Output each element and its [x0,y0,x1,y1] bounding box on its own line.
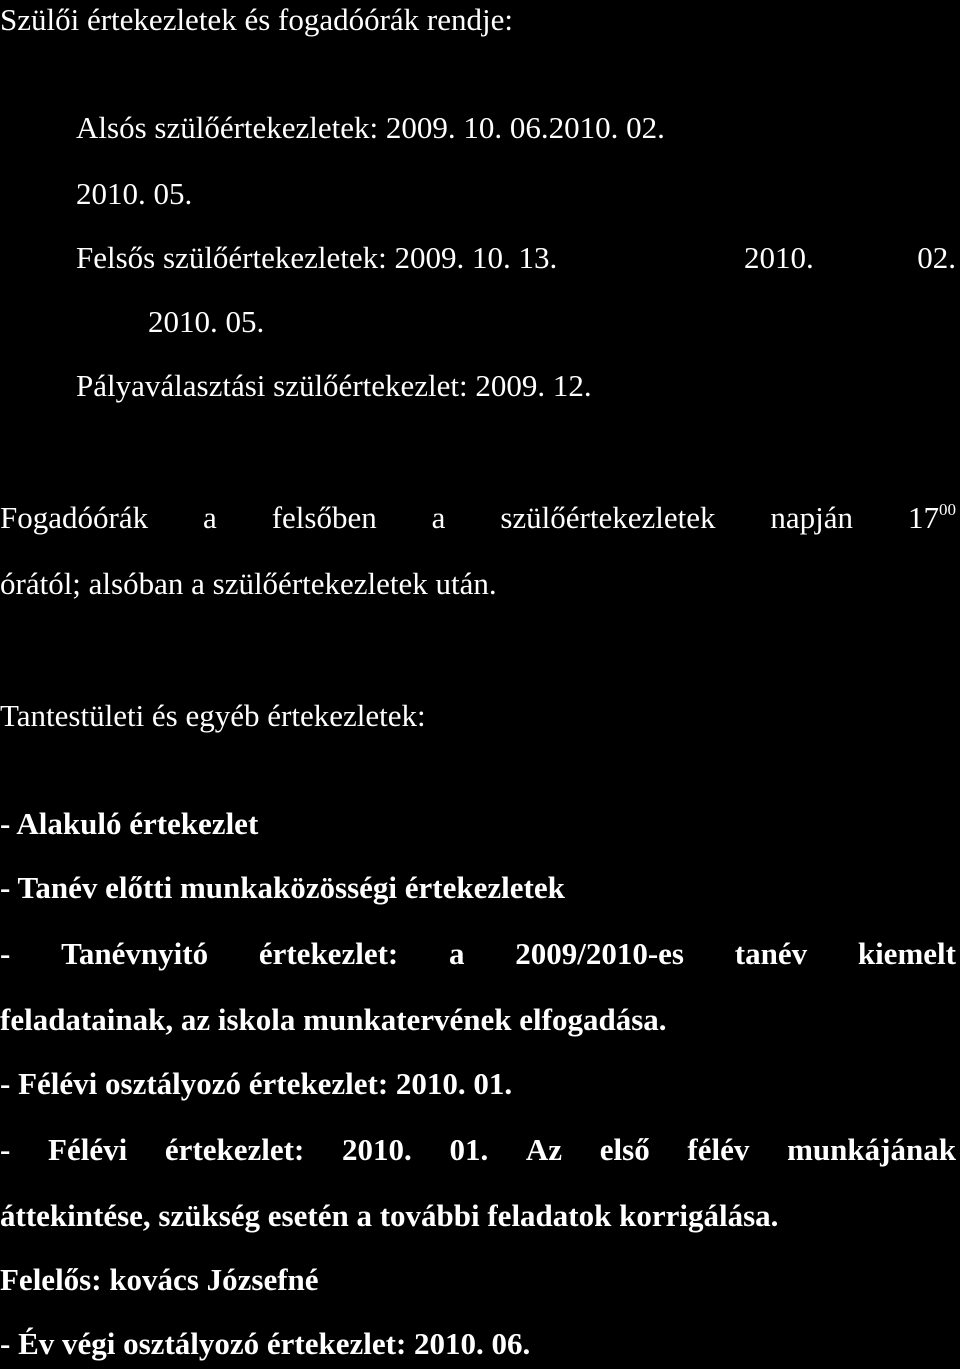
lower-meetings-label: Alsós szülőértekezletek: 2009. 10. 06. [76,110,549,145]
upper-meetings-date2-year: 2010. [744,240,814,275]
staff-item-5-word: értekezlet: [164,1132,305,1167]
staff-item-5-word: félév [687,1132,750,1167]
staff-item-5-line1 [0,1132,956,1168]
staff-item-3-line2: feladatainak, az iskola munkatervének elfogadása. [0,1002,667,1037]
office-hours-line2: órától; alsóban a szülőértekezletek után. [0,566,497,601]
staff-item-5-word: Félévi [48,1132,128,1167]
upper-meetings-line [0,240,960,276]
upper-meetings-label: Felsős szülőértekezletek: 2009. 10. 13. [76,240,558,275]
office-hours-word: Fogadóórák [0,500,149,535]
staff-item-5-word: - [0,1132,11,1167]
lower-meetings-line [76,110,665,146]
staff-item-4: - Félévi osztályozó értekezlet: 2010. 01. [0,1066,513,1101]
upper-meetings-date2-month: 02. [917,240,956,275]
upper-meetings-date3: 2010. 05. [148,304,265,339]
office-hours-word: felsőben [271,500,377,535]
staff-item-3-word: 2009/2010-es [515,936,684,971]
office-hours-word: napján [770,500,854,535]
staff-item-3-word: tanév [734,936,808,971]
staff-item-5-word: első [599,1132,650,1167]
section-heading-parent-meetings: Szülői értekezletek és fogadóórák rendje: [0,2,513,37]
section-heading-staff-meetings: Tantestületi és egyéb értekezletek: [0,698,426,733]
staff-item-3-word: - [0,936,11,971]
staff-item-5-word: 01. [449,1132,489,1167]
office-hours-word: a [431,500,446,535]
office-hours-time [908,500,956,536]
staff-item-3-word: értekezlet: [258,936,399,971]
office-hours-word: a [203,500,217,535]
staff-item-5-word: Az [525,1132,563,1167]
staff-item-3-word: Tanévnyitó [61,936,209,971]
staff-item-3-word: kiemelt [857,936,956,971]
office-hours-line1 [0,500,956,536]
office-hours-time-minutes: 00 [938,500,956,519]
staff-item-6: - Év végi osztályozó értekezlet: 2010. 06. [0,1326,531,1361]
staff-item-5-word: munkájának [787,1132,956,1167]
staff-item-5-line2: áttekintése, szükség esetén a további feladatok korrigálása. [0,1198,779,1233]
lower-meetings-date3: 2010. 05. [76,176,193,211]
staff-item-3-line1 [0,936,956,972]
career-meeting-line: Pályaválasztási szülőértekezlet: 2009. 12. [76,368,592,403]
staff-item-1: - Alakuló értekezlet [0,806,259,841]
staff-item-3-word: a [448,936,465,971]
staff-item-2: - Tanév előtti munkaközösségi értekezletek [0,870,565,905]
office-hours-time-hour: 17 [907,500,939,535]
staff-item-5-word: 2010. [342,1132,412,1167]
staff-item-5-responsible: Felelős: kovács Józsefné [0,1262,319,1297]
office-hours-word: szülőértekezletek [500,500,716,535]
lower-meetings-date2: 2010. 02. [548,110,665,145]
